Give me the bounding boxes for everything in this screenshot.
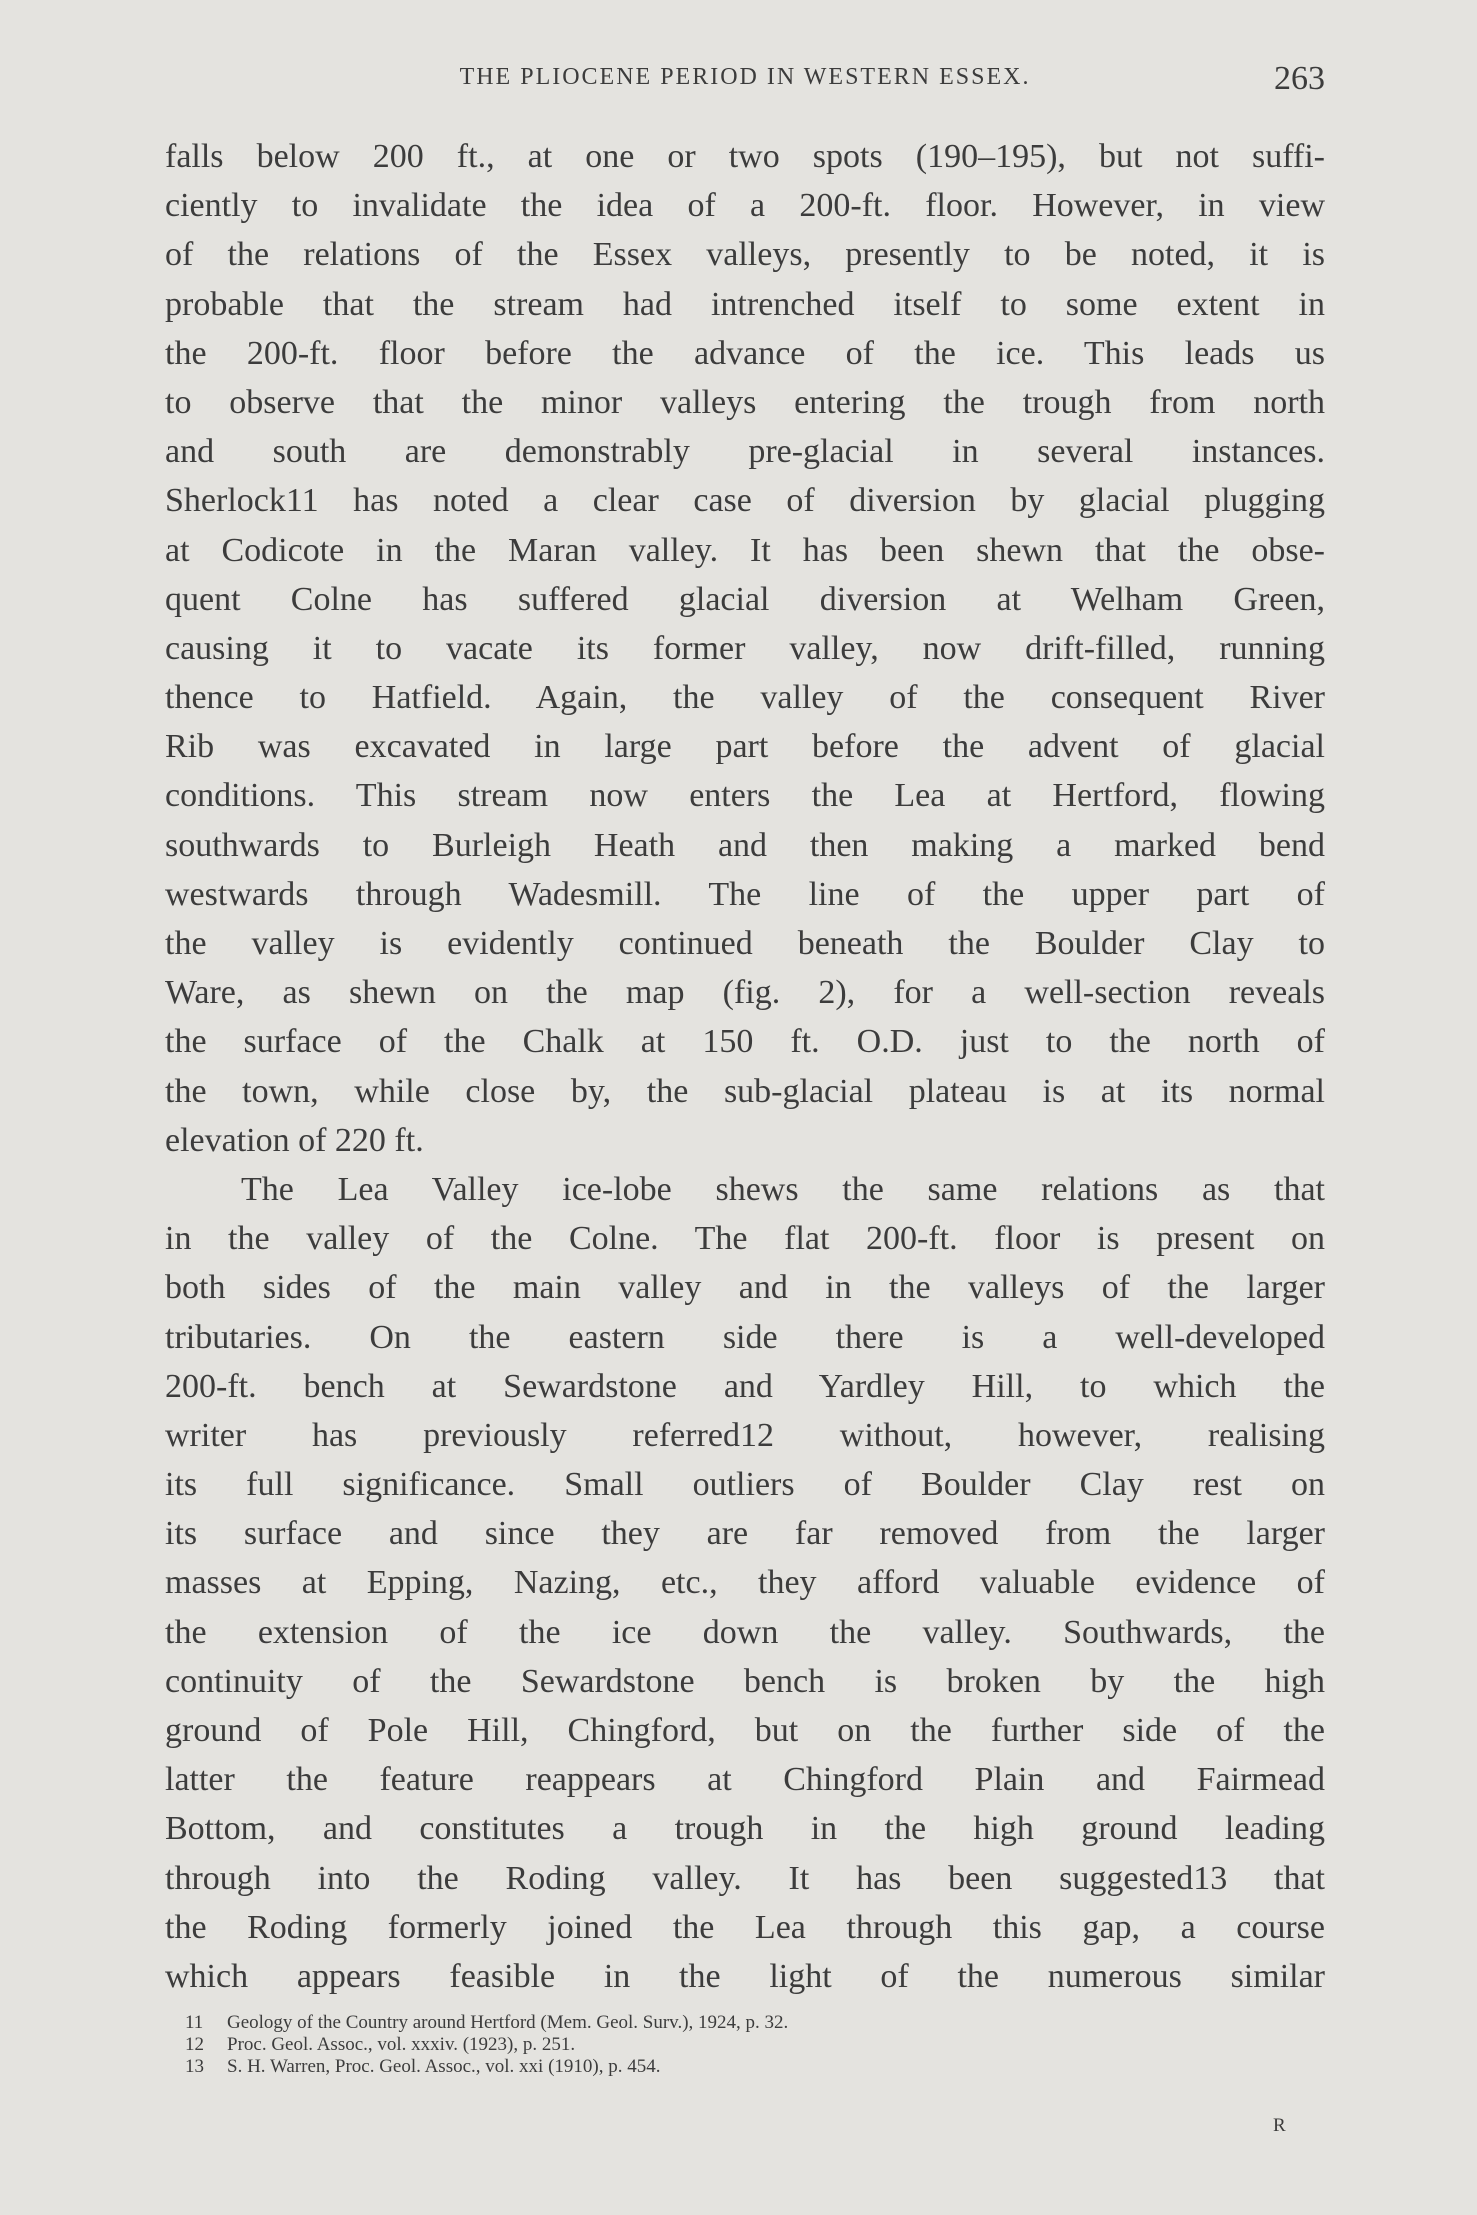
text-line: ciently to invalidate the idea of a 200-ft. floor. However, in view bbox=[165, 187, 1325, 225]
text-line: the Roding formerly joined the Lea through this gap, a course bbox=[165, 1908, 1325, 1946]
text-line: masses at Epping, Nazing, etc., they afford valuable evidence of bbox=[165, 1564, 1325, 1602]
text-line: thence to Hatfield. Again, the valley of the consequent River bbox=[165, 679, 1325, 717]
text-line: which appears feasible in the light of the numerous similar bbox=[165, 1957, 1325, 1995]
body-text bbox=[165, 132, 1325, 2001]
text-line: the 200-ft. floor before the advance of the ice. This leads us bbox=[165, 334, 1325, 372]
footnote-text: S. H. Warren, Proc. Geol. Assoc., vol. xxi (1910), p. 454. bbox=[227, 2056, 661, 2077]
text-line: conditions. This stream now enters the Lea at Hertford, flowing bbox=[165, 777, 1325, 815]
text-line: to observe that the minor valleys entering the trough from north bbox=[165, 383, 1325, 421]
text-line: its surface and since they are far removed from the larger bbox=[165, 1515, 1325, 1553]
text-line: the extension of the ice down the valley. Southwards, the bbox=[165, 1613, 1325, 1651]
text-line: quent Colne has suffered glacial diversion at Welham Green, bbox=[165, 580, 1325, 618]
footnote bbox=[185, 2034, 1285, 2056]
running-head bbox=[165, 60, 1325, 110]
text-line: southwards to Burleigh Heath and then making a marked bend bbox=[165, 826, 1325, 864]
text-line: probable that the stream had intrenched itself to some extent in bbox=[165, 285, 1325, 323]
text-line: Sherlock11 has noted a clear case of diversion by glacial plugging bbox=[165, 482, 1325, 520]
text-line: continuity of the Sewardstone bench is broken by the high bbox=[165, 1662, 1325, 1700]
text-line: in the valley of the Colne. The flat 200-ft. floor is present on bbox=[165, 1220, 1325, 1258]
page-number: 263 bbox=[1274, 60, 1325, 97]
text-line: falls below 200 ft., at one or two spots (190–195), but not suffi- bbox=[165, 138, 1325, 175]
text-line: ground of Pole Hill, Chingford, but on the further side of the bbox=[165, 1712, 1325, 1749]
text-line: and south are demonstrably pre-glacial in several instances. bbox=[165, 433, 1325, 471]
text-line: The Lea Valley ice-lobe shews the same relations as that bbox=[241, 1170, 1325, 1208]
text-line: the valley is evidently continued beneath the Boulder Clay to bbox=[165, 925, 1325, 962]
footnote-number: 12 bbox=[185, 2034, 204, 2055]
text-line: of the relations of the Essex valleys, presently to be noted, it is bbox=[165, 236, 1325, 274]
footnote-text: Geology of the Country around Hertford (Mem. Geol. Surv.), 1924, p. 32. bbox=[227, 2012, 789, 2033]
text-line: the town, while close by, the sub-glacial plateau is at its normal bbox=[165, 1072, 1325, 1110]
running-title: THE PLIOCENE PERIOD IN WESTERN ESSEX. bbox=[459, 64, 1031, 90]
text-line: both sides of the main valley and in the valleys of the larger bbox=[165, 1269, 1325, 1307]
text-line: Rib was excavated in large part before the advent of glacial bbox=[165, 728, 1325, 766]
text-line: westwards through Wadesmill. The line of the upper part of bbox=[165, 875, 1325, 913]
footnote bbox=[185, 2012, 1285, 2034]
text-line: 200-ft. bench at Sewardstone and Yardley Hill, to which the bbox=[165, 1367, 1325, 1405]
text-line: latter the feature reappears at Chingford Plain and Fairmead bbox=[165, 1761, 1325, 1799]
footnote-text: Proc. Geol. Assoc., vol. xxxiv. (1923), p. 251. bbox=[227, 2034, 576, 2055]
text-line: at Codicote in the Maran valley. It has been shewn that the obse- bbox=[165, 531, 1325, 569]
footnote-number: 13 bbox=[185, 2056, 204, 2077]
text-line: the surface of the Chalk at 150 ft. O.D. just to the north of bbox=[165, 1023, 1325, 1061]
text-line: its full significance. Small outliers of Boulder Clay rest on bbox=[165, 1466, 1325, 1504]
text-line: elevation of 220 ft. bbox=[165, 1121, 424, 1159]
text-line: causing it to vacate its former valley, now drift-filled, running bbox=[165, 629, 1325, 667]
footnotes bbox=[185, 2012, 1285, 2078]
signature-mark: R bbox=[1273, 2115, 1286, 2136]
text-line: through into the Roding valley. It has been suggested13 that bbox=[165, 1859, 1325, 1897]
footnote bbox=[185, 2056, 1285, 2078]
text-line: Bottom, and constitutes a trough in the high ground leading bbox=[165, 1810, 1325, 1848]
text-line: tributaries. On the eastern side there is a well-developed bbox=[165, 1318, 1325, 1356]
footnote-number: 11 bbox=[185, 2012, 204, 2033]
text-line: writer has previously referred12 without, however, realising bbox=[165, 1416, 1325, 1454]
text-line: Ware, as shewn on the map (fig. 2), for a well-section reveals bbox=[165, 974, 1325, 1012]
